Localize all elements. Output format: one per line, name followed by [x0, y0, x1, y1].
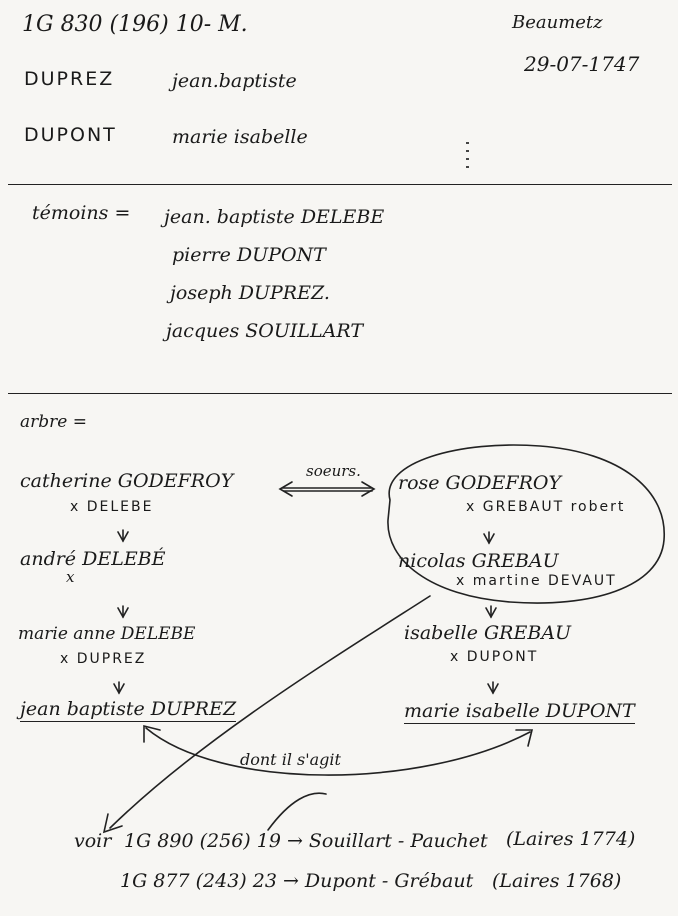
right-gen2-spouse: x martine DEVAUT	[456, 573, 617, 589]
left-gen3-spouse: x DUPREZ	[60, 651, 147, 667]
right-gen4: marie isabelle DUPONT	[404, 700, 635, 722]
record-reference: 1G 830 (196) 10- M.	[22, 12, 248, 37]
right-gen3-spouse: x DUPONT	[450, 649, 539, 665]
witness-3: joseph DUPREZ.	[170, 282, 330, 304]
right-gen3: isabelle GREBAU	[404, 622, 572, 644]
place: Beaumetz	[512, 12, 603, 33]
reference-1: 1G 890 (256) 19 → Souillart - Pauchet	[124, 830, 488, 852]
left-gen4: jean baptiste DUPREZ	[20, 698, 237, 720]
sisters-double-arrow-icon	[280, 482, 374, 496]
relation-label: dont il s'agit	[240, 750, 341, 769]
left-gen2-spouse: x	[66, 568, 75, 586]
reference-2-note: (Laires 1768)	[492, 870, 622, 892]
groom-firstname: jean.baptiste	[172, 70, 297, 92]
left-gen1: catherine GODEFROY	[20, 470, 234, 492]
see-label: voir	[74, 830, 112, 852]
date: 29-07-1747	[524, 52, 640, 76]
reference-2: 1G 877 (243) 23 → Dupont - Grébaut	[120, 870, 474, 892]
witness-4: jacques SOUILLART	[166, 320, 364, 342]
witnesses-label: témoins =	[32, 202, 131, 224]
margin-dots	[466, 142, 469, 168]
highlight-circle	[388, 445, 664, 603]
left-gen3: marie anne DELEBE	[18, 624, 196, 644]
bride-firstname: marie isabelle	[172, 126, 308, 148]
sisters-label: soeurs.	[306, 462, 361, 480]
right-gen1: rose GODEFROY	[398, 472, 562, 494]
bride-surname: DUPONT	[24, 124, 117, 146]
left-gen2: andré DELEBÉ	[20, 548, 166, 570]
groom-surname: DUPREZ	[24, 68, 115, 90]
right-gen2: nicolas GREBAU	[398, 550, 559, 572]
left-descent-arrow-icon	[114, 530, 128, 693]
witness-1: jean. baptiste DELEBE	[164, 206, 385, 228]
right-gen1-spouse: x GREBAUT robert	[466, 499, 626, 515]
witness-2: pierre DUPONT	[172, 244, 326, 266]
relation-curve-arrow	[146, 728, 530, 775]
reference-1-note: (Laires 1774)	[506, 828, 636, 850]
tree-label: arbre =	[20, 412, 87, 432]
left-gen1-spouse: x DELEBE	[70, 499, 154, 515]
right-descent-arrow-icon	[484, 532, 498, 693]
long-reference-arrow	[110, 596, 430, 828]
